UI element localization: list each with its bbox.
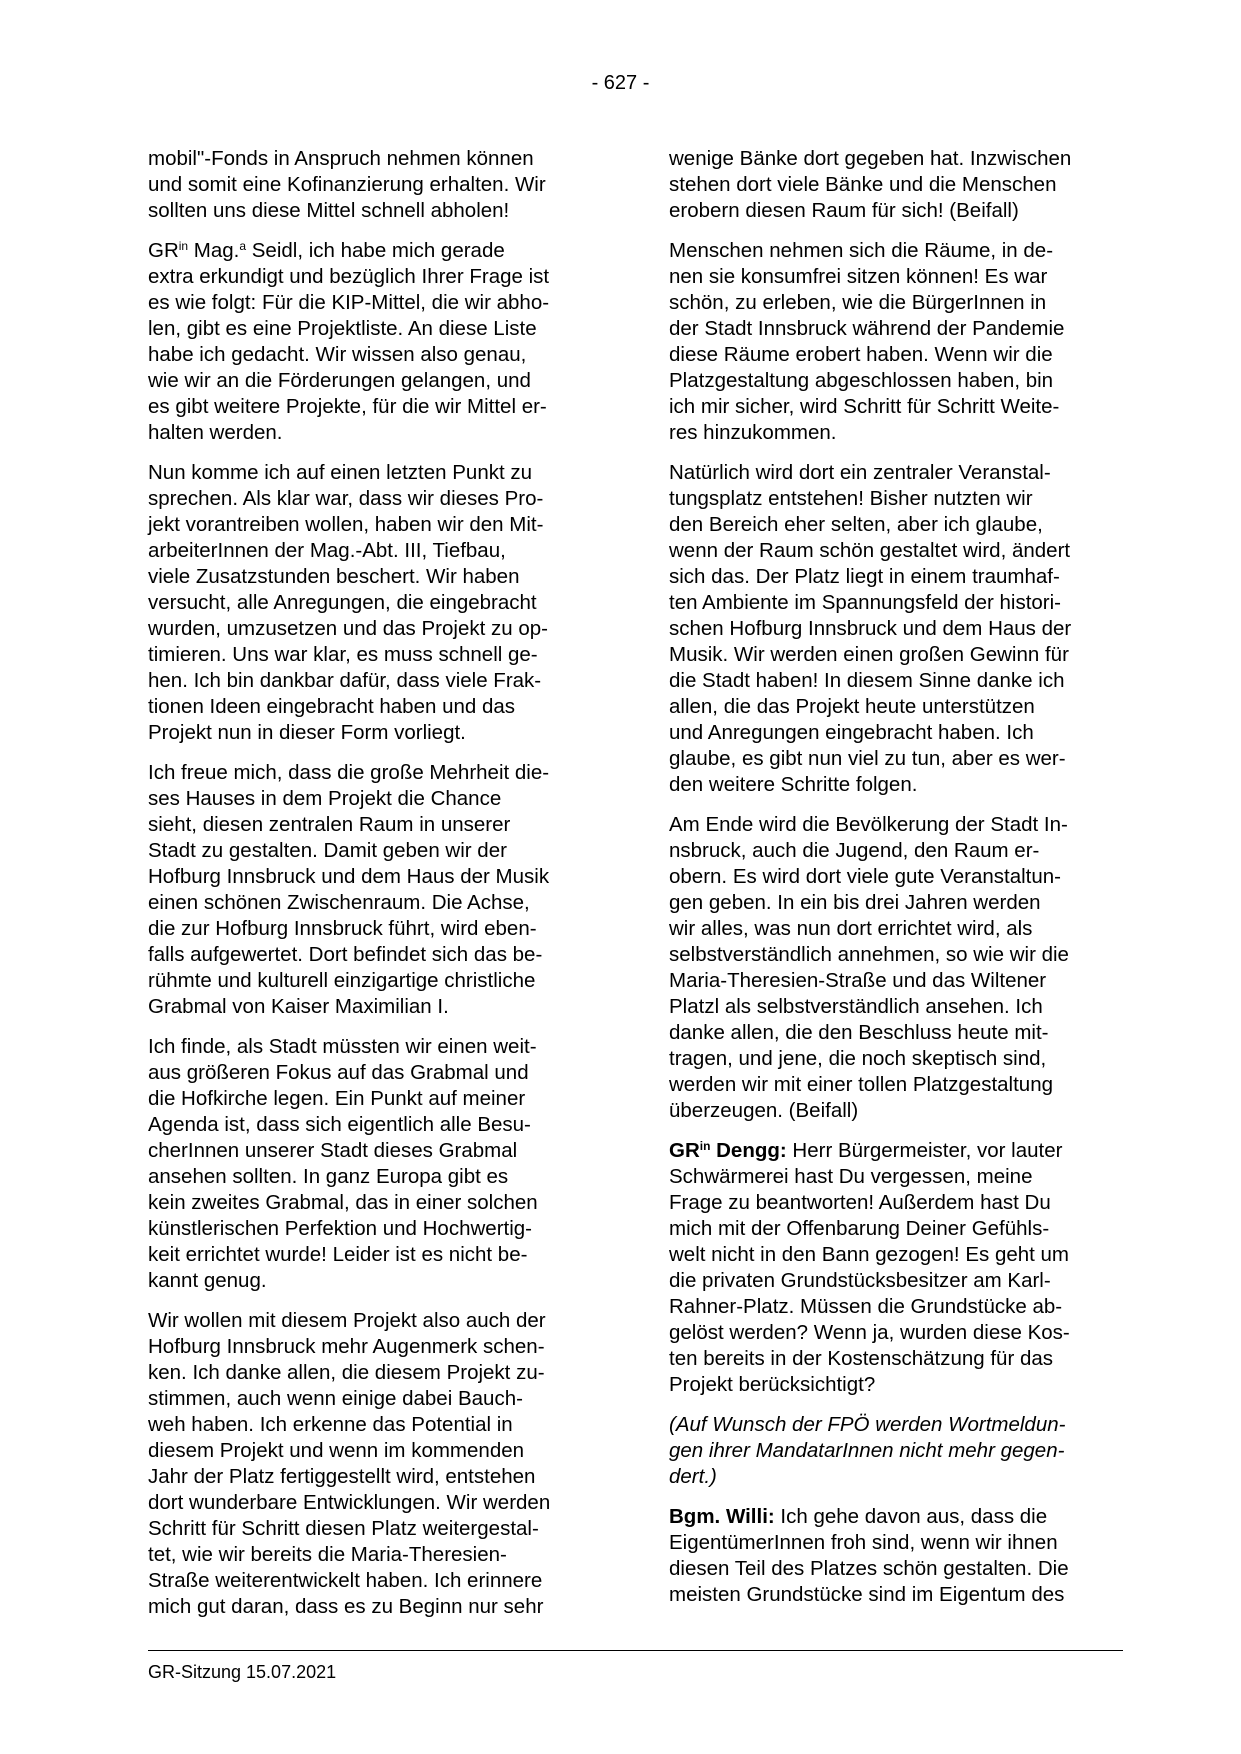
footer-divider <box>148 1650 1123 1651</box>
speaker-name: Dengg: <box>710 1139 787 1162</box>
speaker-prefix: GR <box>148 239 179 262</box>
paragraph: wenige Bänke dort gegeben hat. Inzwischen stehen dort viele Bänke und die Menschen erobern diesen Raum für sich! (Beifall) <box>669 147 1072 222</box>
paragraph: Ich freue mich, dass die große Mehrheit die- ses Hauses in dem Projekt die Chance sieht, diesen zentralen Raum in unserer Stadt zu gestalten. Damit geben wir der Hofburg Innsbruck und dem Haus der Musik einen schönen Zwischenraum. Die Achse, die zur Hofburg Innsbruck führt, wird eben- falls aufgewertet. Dort befindet sich das be- rühmte und kulturell einzigartige christliche Grabmal von Kaiser Maximilian I. <box>148 761 550 1018</box>
paragraph: Wir wollen mit diesem Projekt also auch der Hofburg Innsbruck mehr Augenmerk schen- ken. Ich danke allen, die diesem Projekt zu- stimmen, auch wenn einige dabei Bauch- weh haben. Ich erkenne das Potential in diesem Projekt und wenn im kommenden Jahr der Platz fertiggestellt wird, entstehen dort wunderbare Entwicklungen. Wir werden Schritt für Schritt diesen Platz weitergestal- tet, wie wir bereits die Maria-Theresien- Straße weiterentwickelt haben. Ich erinnere mich gut daran, dass es zu Beginn nur sehr <box>148 1309 551 1618</box>
paragraph-text: Seidl, ich habe mich gerade extra erkundigt und bezüglich Ihrer Frage ist es wie folgt: Für die KIP-Mittel, die wir abho- len, gibt es eine Projektliste. An diese Liste habe ich gedacht. Wir wissen also genau, wie wir an die Förderungen gelangen, und es gibt weitere Projekte, für die wir Mittel er- halten werden. <box>148 239 550 444</box>
paragraph: Menschen nehmen sich die Räume, in de- nen sie konsumfrei sitzen können! Es war schön, zu erleben, wie die BürgerInnen in der Stadt Innsbruck während der Pandemie diese Räume erobert haben. Wenn wir die Platzgestaltung abgeschlossen haben, bin ich mir sicher, wird Schritt für Schritt Weite- res hinzukommen. <box>669 239 1065 444</box>
editorial-note: (Auf Wunsch der FPÖ werden Wortmeldun- gen ihrer MandatarInnen nicht mehr gegen- dert.) <box>669 1413 1066 1488</box>
superscript: in <box>178 239 189 253</box>
paragraph <box>148 238 600 446</box>
paragraph: Nun komme ich auf einen letzten Punkt zu sprechen. Als klar war, dass wir dieses Pro- jekt vorantreiben wollen, haben wir den Mit- arbeiterInnen der Mag.-Abt. III, Tiefbau, viele Zusatzstunden beschert. Wir haben versucht, alle Anregungen, die eingebracht wurden, umzusetzen und das Projekt zu op- timieren. Uns war klar, es muss schnell ge- hen. Ich bin dankbar dafür, dass viele Frak- tionen Ideen eingebracht haben und das Projekt nun in dieser Form vorliegt. <box>148 461 548 744</box>
left-column <box>148 146 600 1634</box>
speaker-name: Bgm. Willi: <box>669 1505 775 1528</box>
speaker-prefix: GR <box>669 1139 700 1162</box>
right-column <box>669 146 1121 1622</box>
paragraph <box>669 1504 1121 1608</box>
paragraph-text: Ich gehe davon aus, dass die EigentümerInnen froh sind, wenn wir ihnen diesen Teil des Platzes schön gestalten. Die meisten Grundstücke sind im Eigentum des <box>669 1505 1069 1606</box>
paragraph <box>669 1138 1121 1398</box>
paragraph-text: Herr Bürgermeister, vor lauter Schwärmerei hast Du vergessen, meine Frage zu beantworten! Außerdem hast Du mich mit der Offenbarung Deiner Gefühls- welt nicht in den Bann gezogen! Es geht um die privaten Grundstücksbesitzer am Karl- Rahner-Platz. Müssen die Grundstücke ab- gelöst werden? Wenn ja, wurden diese Kos- ten bereits in der Kostenschätzung für das Projekt berücksichtigt? <box>669 1139 1070 1396</box>
paragraph: Am Ende wird die Bevölkerung der Stadt In- nsbruck, auch die Jugend, den Raum er- obern. Es wird dort viele gute Veranstaltun- gen geben. In ein bis drei Jahren werden wir alles, was nun dort errichtet wird, als selbstverständlich annehmen, so wie wir die Maria-Theresien-Straße und das Wiltener Platzl als selbstverständlich ansehen. Ich danke allen, die den Beschluss heute mit- tragen, und jene, die noch skeptisch sind, werden wir mit einer tollen Platzgestaltung überzeugen. (Beifall) <box>669 813 1069 1122</box>
paragraph: Natürlich wird dort ein zentraler Veranstal- tungsplatz entstehen! Bisher nutzten wir den Bereich eher selten, aber ich glaube, wenn der Raum schön gestaltet wird, ändert sich das. Der Platz liegt in einem traumhaf- ten Ambiente im Spannungsfeld der histori- schen Hofburg Innsbruck und dem Haus der Musik. Wir werden einen großen Gewinn für die Stadt haben! In diesem Sinne danke ich allen, die das Projekt heute unterstützen und Anregungen eingebracht haben. Ich glaube, es gibt nun viel zu tun, aber es wer- den weitere Schritte folgen. <box>669 461 1072 796</box>
paragraph: mobil"-Fonds in Anspruch nehmen können und somit eine Kofinanzierung erhalten. Wir sollten uns diese Mittel schnell abholen! <box>148 147 546 222</box>
superscript: a <box>239 239 247 253</box>
speaker-name: Mag. <box>188 239 240 262</box>
paragraph: Ich finde, als Stadt müssten wir einen weit- aus größeren Fokus auf das Grabmal und die Hofkirche legen. Ein Punkt auf meiner Agenda ist, dass sich eigentlich alle Besu- cherInnen unserer Stadt dieses Grabmal ansehen sollten. In ganz Europa gibt es kein zweites Grabmal, das in einer solchen künstlerischen Perfektion und Hochwertig- keit errichtet wurde! Leider ist es nicht be- kannt genug. <box>148 1035 538 1292</box>
page-number: - 627 - <box>591 72 650 94</box>
superscript: in <box>699 1139 711 1153</box>
footer-text: GR-Sitzung 15.07.2021 <box>148 1662 337 1682</box>
